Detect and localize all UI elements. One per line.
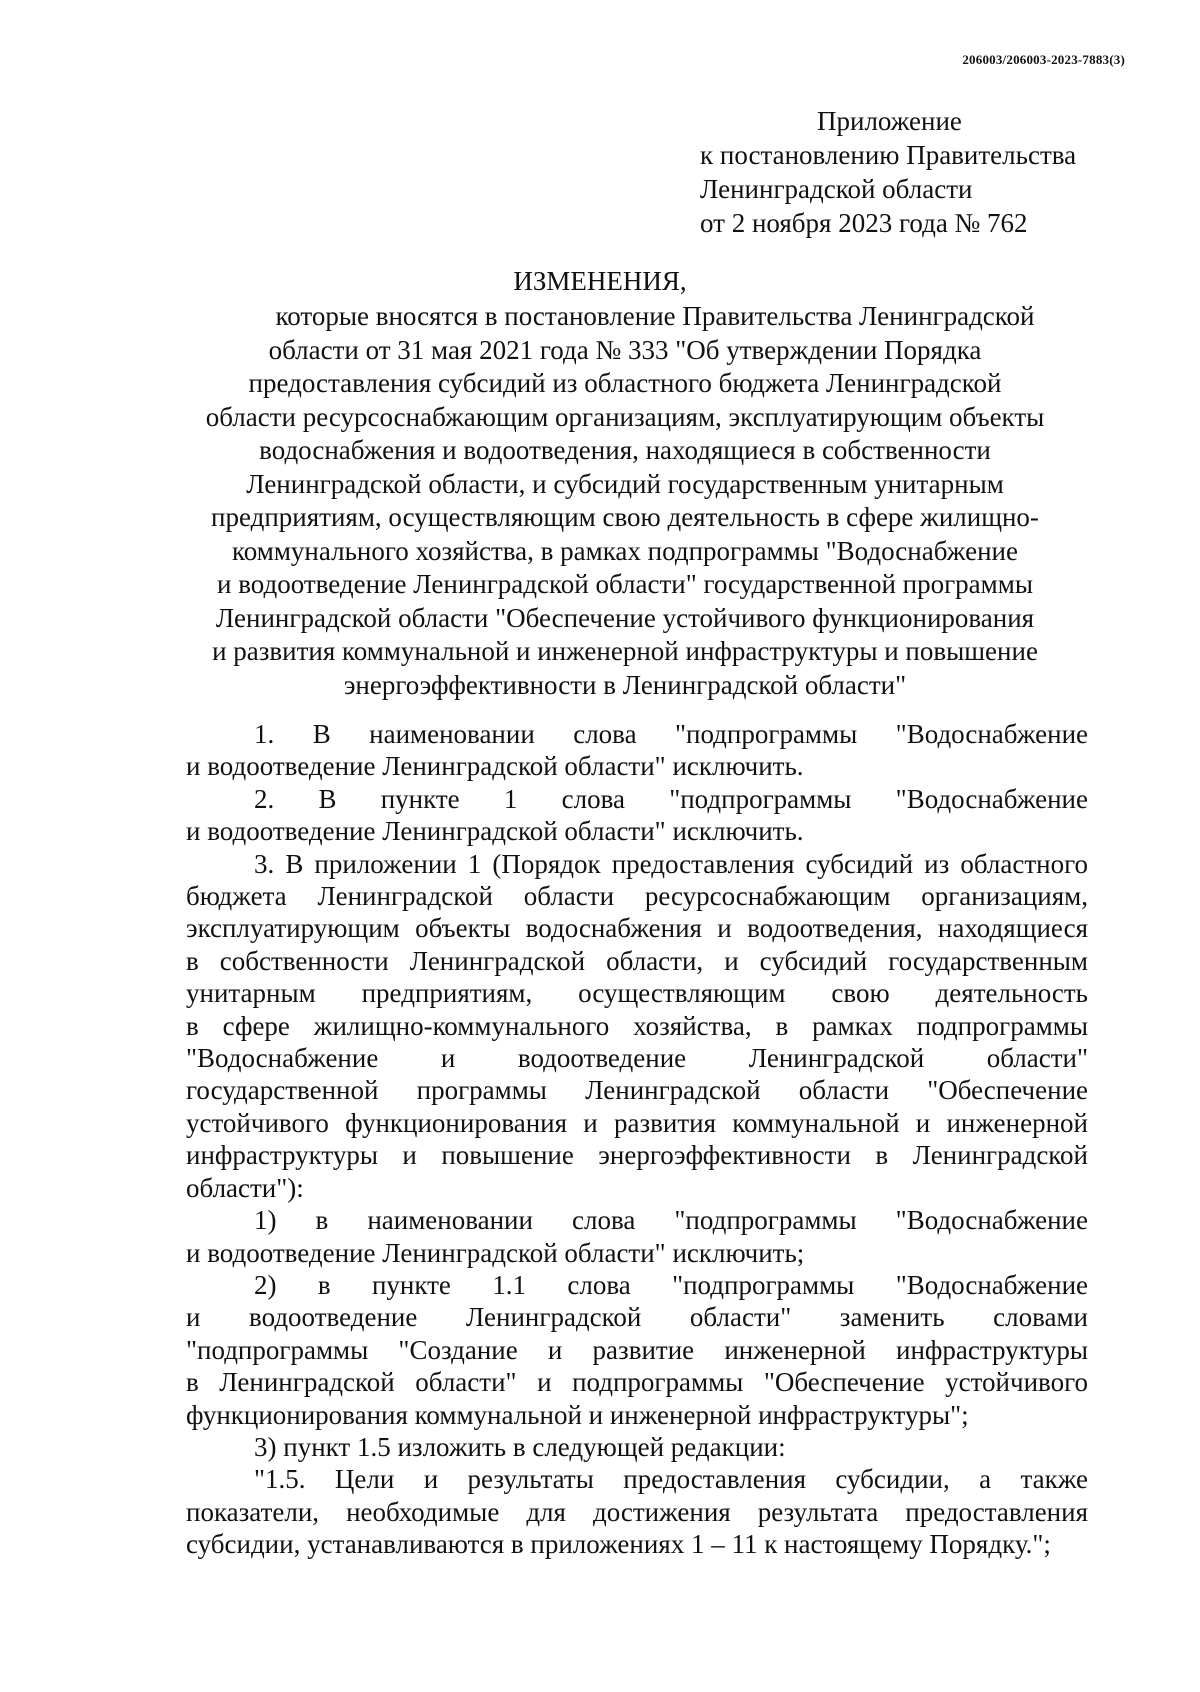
body-line: "Водоснабжение и водоотведение Ленинградской области" xyxy=(186,1043,1088,1074)
body-line: устойчивого функционирования и развития коммунальной и инженерной xyxy=(186,1107,1088,1138)
appendix-line: к постановлению Правительства xyxy=(700,140,1077,170)
body-line: "1.5. Цели и результаты предоставления субсидии, а также xyxy=(254,1464,1088,1495)
body-line: и водоотведение Ленинградской области" заменить словами xyxy=(186,1302,1088,1333)
subtitle-line: которые вносятся в постановление Правительства Ленинградской xyxy=(275,301,1035,331)
body-line: государственной программы Ленинградской области "Обеспечение xyxy=(186,1075,1088,1106)
document-subtitle xyxy=(160,300,1090,702)
appendix-block xyxy=(700,104,1076,240)
body-line: в сфере жилищно-коммунального хозяйства, в рамках подпрограммы xyxy=(186,1010,1088,1041)
body-line: области"): xyxy=(186,1172,304,1203)
subtitle-line: области от 31 мая 2021 года № 333 "Об утверждении Порядка xyxy=(268,334,982,365)
appendix-line: Ленинградской области xyxy=(700,174,973,204)
body-line: унитарным предприятиям, осуществляющим свою деятельность xyxy=(186,978,1088,1009)
subtitle-line: и развития коммунальной и инженерной инфраструктуры и повышение xyxy=(212,636,1038,666)
subtitle-line: Ленинградской области "Обеспечение устойчивого функционирования xyxy=(215,602,1035,633)
subtitle-line: водоснабжения и водоотведения, находящиеся в собственности xyxy=(259,435,991,465)
subtitle-line: предоставления субсидий из областного бюджета Ленинградской xyxy=(248,368,1002,398)
document-heading: ИЗМЕНЕНИЯ, xyxy=(513,266,687,296)
body-line: показатели, необходимые для достижения результата предоставления xyxy=(186,1496,1088,1527)
body-line: в собственности Ленинградской области, и субсидий государственным xyxy=(186,945,1088,976)
subtitle-line: и водоотведение Ленинградской области" государственной программы xyxy=(217,569,1033,599)
body-line: эксплуатирующим объекты водоснабжения и водоотведения, находящиеся xyxy=(186,913,1088,944)
body-line: и водоотведение Ленинградской области" исключить. xyxy=(186,816,804,847)
body-line: субсидии, устанавливаются в приложениях 1 – 11 к настоящему Порядку."; xyxy=(186,1529,1051,1560)
body-line: 3) пункт 1.5 изложить в следующей редакции: xyxy=(254,1431,786,1462)
document-id: 206003/206003-2023-7883(3) xyxy=(962,52,1125,67)
body-line: и водоотведение Ленинградской области" исключить; xyxy=(186,1237,805,1268)
body-line: в Ленинградской области" и подпрограммы "Обеспечение устойчивого xyxy=(186,1367,1088,1398)
body-line: "подпрограммы "Создание и развитие инженерной инфраструктуры xyxy=(186,1334,1088,1365)
body-line: 1. В наименовании слова "подпрограммы "Водоснабжение xyxy=(254,719,1088,749)
subtitle-line: энергоэффективности в Ленинградской области" xyxy=(343,669,907,700)
subtitle-line: области ресурсоснабжающим организациям, эксплуатирующим объекты xyxy=(205,401,1045,432)
body-line: 2. В пункте 1 слова "подпрограммы "Водоснабжение xyxy=(254,783,1088,814)
body-line: функционирования коммунальной и инженерной инфраструктуры"; xyxy=(186,1399,969,1430)
subtitle-line: Ленинградской области, и субсидий государственным унитарным xyxy=(246,468,1004,499)
body-line: и водоотведение Ленинградской области" исключить. xyxy=(186,751,804,782)
subtitle-line: коммунального хозяйства, в рамках подпрограммы "Водоснабжение xyxy=(232,535,1018,566)
body-line: 3. В приложении 1 (Порядок предоставления субсидий из областного xyxy=(254,848,1088,879)
body-line: 2) в пункте 1.1 слова "подпрограммы "Водоснабжение xyxy=(254,1269,1088,1300)
body-line: 1) в наименовании слова "подпрограммы "Водоснабжение xyxy=(254,1205,1088,1236)
body-line: бюджета Ленинградской области ресурсоснабжающим организациям, xyxy=(186,881,1088,912)
subtitle-line: предприятиям, осуществляющим свою деятельность в сфере жилищно- xyxy=(211,502,1039,532)
document-body xyxy=(186,718,1088,1561)
body-line: инфраструктуры и повышение энергоэффективности в Ленинградской xyxy=(186,1140,1088,1171)
appendix-line: от 2 ноября 2023 года № 762 xyxy=(700,208,1028,238)
appendix-line: Приложение xyxy=(817,106,962,136)
